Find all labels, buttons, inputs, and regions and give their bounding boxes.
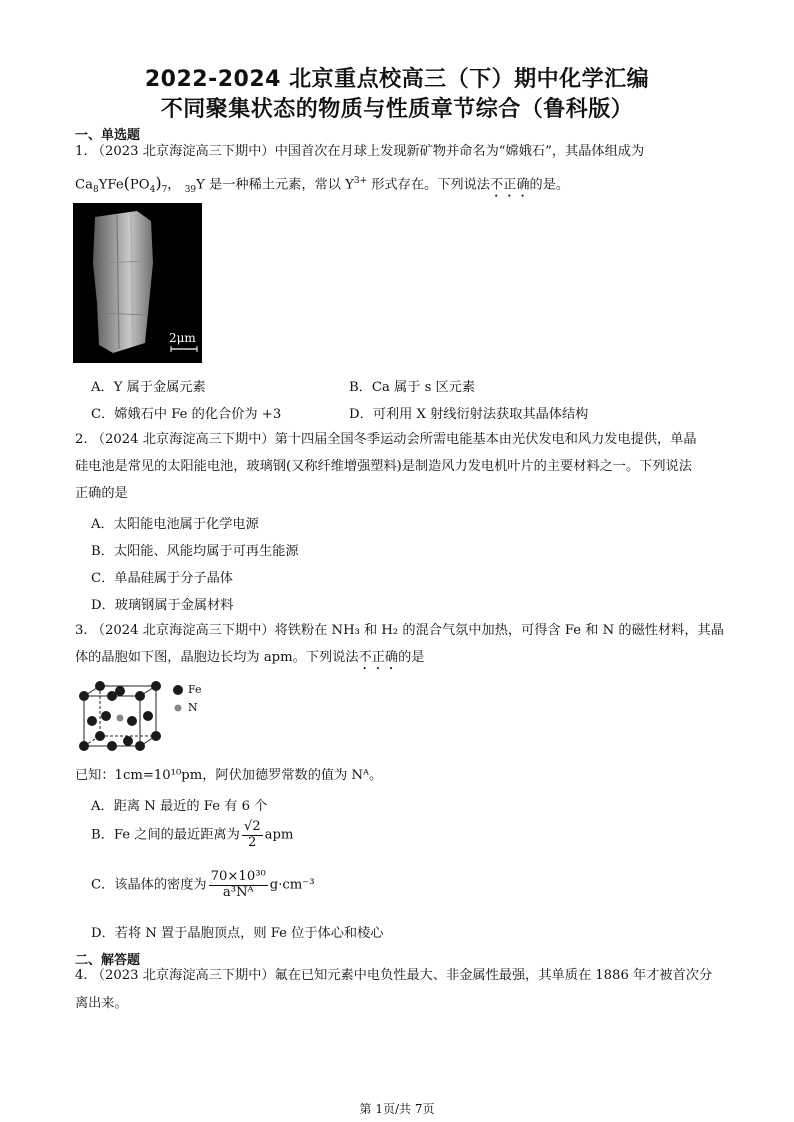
legend-n-label: N (188, 701, 198, 714)
q2-option-c: C．单晶硅属于分子晶体 (91, 571, 233, 586)
q3-known-condition: 已知：1cm=10¹⁰pm，阿伏加德罗常数的值为 Nᴬ。 (75, 768, 383, 783)
q2-stem-line3: 正确的是 (75, 486, 128, 501)
q2-stem-line1: 2. （2024 北京海淀高三下期中）第十四届全国冬季运动会所需电能基本由光伏发电和风力发电提供，单晶 (75, 432, 697, 447)
q3-option-d: D．若将 N 置于晶胞顶点，则 Fe 位于体心和棱心 (91, 926, 384, 941)
q3-option-c: C．该晶体的密度为 $\frac{\text{70×10³⁰}}{\text{a³Nᴬ}}$ g·cm⁻³ (91, 869, 315, 900)
q1-stem-line1: 1. （2023 北京海淀高三下期中）中国首次在月球上发现新矿物并命名为“嫦娥石”，其晶体组成为 (75, 144, 645, 159)
q2-option-a: A．太阳能电池属于化学电源 (91, 517, 259, 532)
q3-stem-line1: 3. （2024 北京海淀高三下期中）将铁粉在 NH₃ 和 H₂ 的混合气氛中加热，可得含 Fe 和 N 的磁性材料，其晶 (75, 623, 724, 638)
q2-option-b: B．太阳能、风能均属于可再生能源 (91, 544, 299, 559)
page-title-line2: 不同聚集状态的物质与性质章节综合（鲁科版） (160, 97, 634, 122)
crystal-micrograph-image (73, 203, 202, 363)
q3-stem-line2: 体的晶胞如下图，晶胞边长均为 apm。下列说法不正确的是 (75, 650, 425, 665)
q3-option-b: B．Fe 之间的最近距离为 $\frac{√2}{2}$ apm (91, 819, 294, 850)
fraction-sqrt2-over-2: $\frac{√2}{2}$ (243, 819, 261, 850)
q4-stem-line2: 离出来。 (75, 996, 128, 1011)
q1-option-c: C．嫦娥石中 Fe 的化合价为 +3 (91, 407, 282, 422)
unit-cell-diagram (72, 678, 222, 753)
fraction-density: $\frac{\text{70×10³⁰}}{\text{a³Nᴬ}}$ (210, 869, 266, 900)
legend-fe-label: Fe (188, 683, 202, 696)
section-heading-answer: 二、解答题 (75, 953, 141, 968)
section-heading-single-choice: 一、单选题 (75, 128, 141, 143)
q1-stem-line2: $Ca_8YFe(PO_4)_7$， $_{39}$Y 是一种稀土元素，常以 $Y^{3+}$ 形式存在。下列说法不正确的是。 (75, 173, 570, 196)
page-title-line1: 2022-2024 北京重点校高三（下）期中化学汇编 (144, 67, 650, 92)
q1-option-d: D．可利用 X 射线衍射法获取其晶体结构 (349, 407, 589, 422)
scale-bar-label: 2μm (169, 331, 196, 345)
q1-option-a: A．Y 属于金属元素 (91, 380, 206, 395)
page-number-footer: 第 1页/共 7页 (359, 1102, 435, 1116)
q1-option-b: B．Ca 属于 s 区元素 (349, 380, 476, 395)
q4-stem-line1: 4. （2023 北京海淀高三下期中）氟在已知元素中电负性最大、非金属性最强，其单质在 1886 年才被首次分 (75, 968, 713, 983)
q2-option-d: D．玻璃钢属于金属材料 (91, 598, 234, 613)
q3-option-a: A．距离 N 最近的 Fe 有 6 个 (91, 799, 268, 814)
q2-stem-line2: 硅电池是常见的太阳能电池，玻璃钢(又称纤维增强塑料)是制造风力发电机叶片的主要材料之一。下列说法 (75, 459, 692, 474)
